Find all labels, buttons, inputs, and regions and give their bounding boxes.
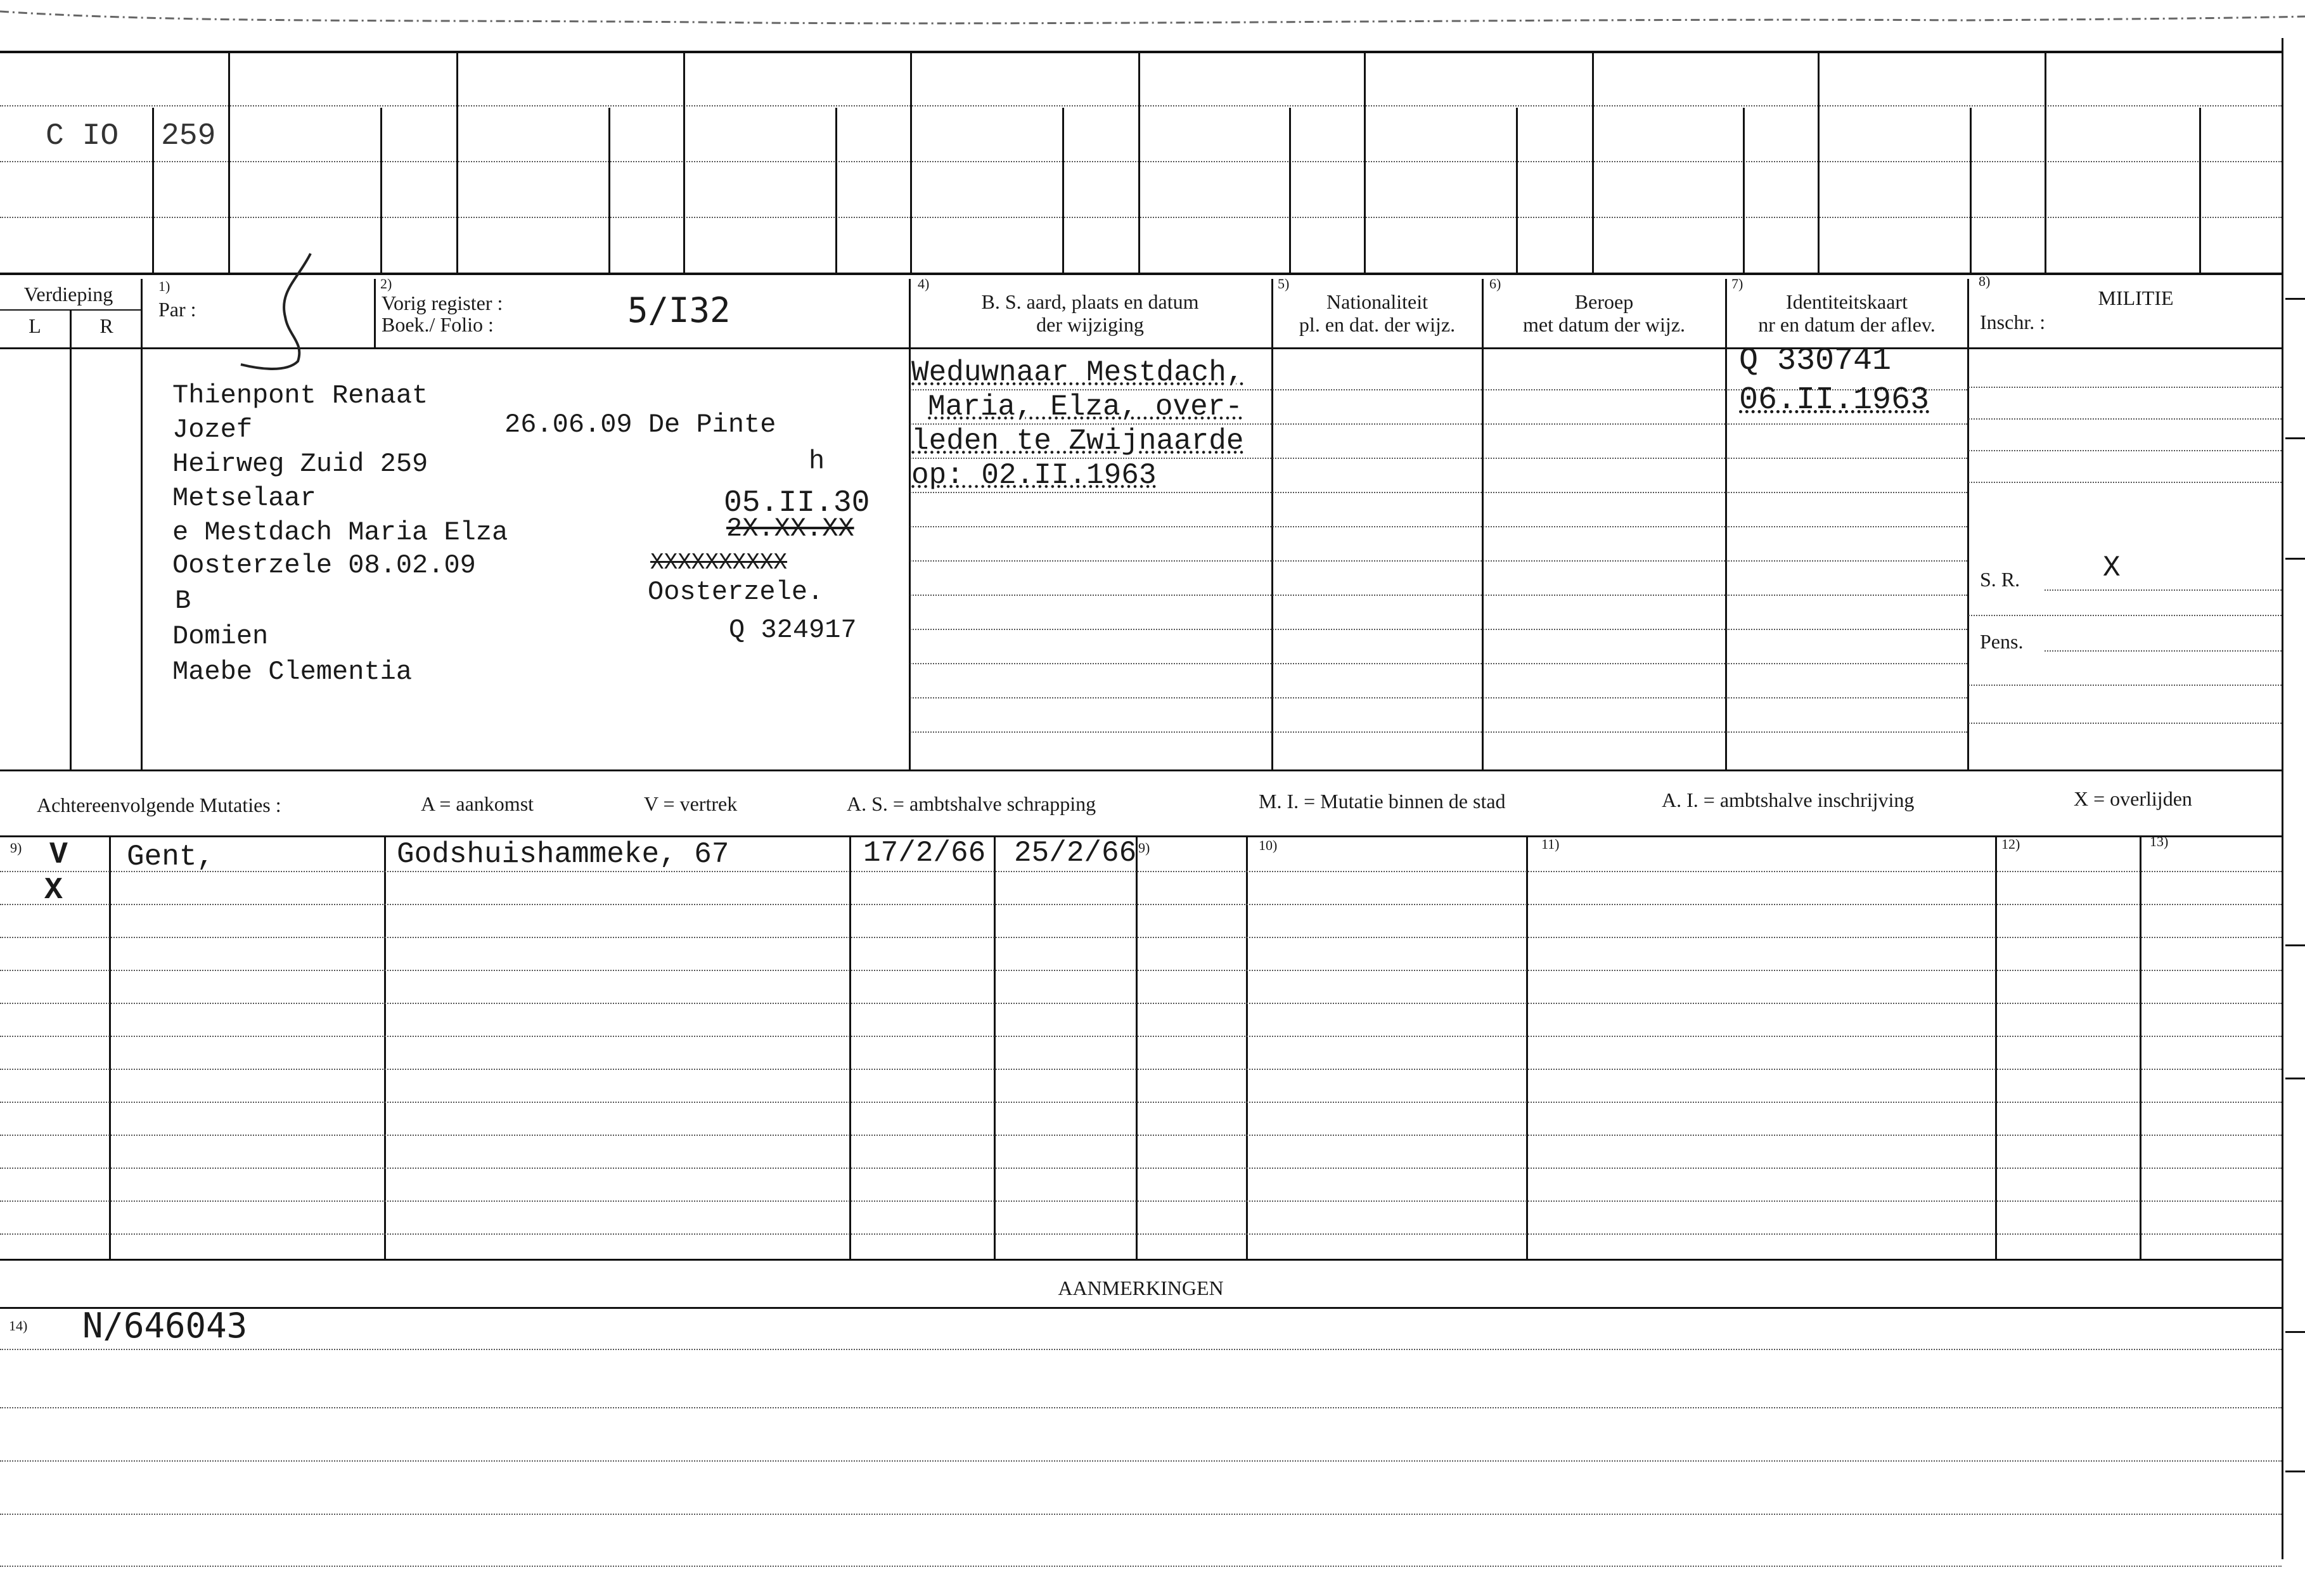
person-birth: 26.06.09 De Pinte	[504, 409, 776, 440]
header-inschr: Inschr. :	[1980, 311, 2046, 333]
header-verdieping: Verdieping	[23, 283, 113, 306]
signature-mark	[228, 247, 330, 374]
person-place: Oosterzele.	[648, 577, 824, 607]
mutations-num-9: 9)	[10, 840, 22, 856]
mutations-table	[0, 835, 2282, 1261]
header-boek-folio: Boek./ Folio :	[382, 313, 494, 336]
person-mark-h: h	[809, 446, 825, 477]
person-line-2: Jozef	[172, 415, 253, 445]
legend-ambtshalve-inschrijving: A. I. = ambtshalve inschrijving	[1662, 788, 1915, 811]
person-line-8: Domien	[172, 621, 269, 652]
header-num-4: 4)	[918, 276, 930, 292]
person-place-struck: XXXXXXXXXX	[650, 550, 788, 576]
bs-entry-line-1: Weduwnaar Mestdach,	[911, 356, 1244, 389]
header-vorig-register: Vorig register :	[382, 292, 503, 314]
mutations-num-11: 11)	[1541, 836, 1560, 852]
militie-pens-label: Pens.	[1980, 630, 2024, 653]
nat-column-lines	[1273, 355, 1482, 767]
header-bs-line2: der wijziging	[1036, 313, 1144, 336]
person-line-6: Oosterzele 08.02.09	[172, 550, 476, 581]
legend-mutatie-binnen-stad: M. I. = Mutatie binnen de stad	[1259, 790, 1506, 813]
person-line-7: B	[175, 586, 191, 616]
mutations-num-10: 10)	[1259, 837, 1278, 853]
id-entry-line-2: 06.II.1963	[1739, 382, 1930, 418]
register-code: C IO	[46, 119, 119, 153]
header-l: L	[29, 314, 41, 337]
person-line-4: Metselaar	[172, 483, 316, 513]
folio-value: 5/I32	[627, 290, 731, 330]
legend-aankomst: A = aankomst	[421, 792, 534, 815]
mutations-num-13: 13)	[2150, 833, 2169, 849]
mutation-row2-type: X	[44, 873, 63, 908]
mutation-row1-address: Godshuishammeke, 67	[397, 838, 729, 871]
mutation-row1-place: Gent,	[127, 840, 215, 873]
remarks-num-14: 14)	[9, 1318, 28, 1334]
header-num-2: 2)	[380, 276, 392, 292]
person-line-5: e Mestdach Maria Elza	[172, 517, 508, 548]
remarks-title: AANMERKINGEN	[1058, 1277, 1224, 1299]
register-number: 259	[161, 119, 216, 153]
register-grid	[0, 44, 2282, 273]
beroep-column-lines	[1483, 355, 1725, 767]
person-line-3: Heirweg Zuid 259	[172, 449, 428, 479]
bs-entry-line-4: op: 02.II.1963	[911, 459, 1157, 492]
header-num-6: 6)	[1489, 276, 1501, 292]
militie-column-lines	[1968, 355, 2282, 767]
id-entry-line-1: Q 330741	[1739, 343, 1892, 379]
militie-sr-label: S. R.	[1980, 568, 2020, 591]
header-id-line1: Identiteitskaart	[1786, 290, 1908, 313]
header-num-7: 7)	[1731, 276, 1743, 292]
header-beroep-line2: met datum der wijz.	[1523, 313, 1685, 336]
remarks-section	[0, 1306, 2282, 1585]
header-num-8: 8)	[1979, 273, 1991, 289]
header-num-1: 1)	[158, 278, 170, 294]
header-beroep-line1: Beroep	[1574, 290, 1634, 313]
person-date-1: 05.II.30	[724, 486, 870, 520]
person-id-number: Q 324917	[729, 615, 857, 645]
mutations-num-12: 12)	[2001, 836, 2020, 852]
bs-entry-line-2: Maria, Elza, over-	[928, 390, 1243, 423]
mutation-row1-date2: 25/2/66	[1014, 837, 1137, 870]
mutation-row1-type: V	[49, 838, 68, 872]
header-id-line2: nr en datum der aflev.	[1758, 313, 1936, 336]
header-nat-line2: pl. en dat. der wijz.	[1299, 313, 1456, 336]
militie-sr-value: X	[2103, 551, 2121, 584]
mutations-title: Achtereenvolgende Mutaties :	[37, 794, 281, 816]
person-line-1: Thienpont Renaat	[172, 380, 428, 411]
header-r: R	[100, 314, 113, 337]
header-par: Par :	[158, 298, 196, 321]
person-date-struck: 2X.XX.XX	[726, 513, 854, 544]
header-bs-line1: B. S. aard, plaats en datum	[981, 290, 1199, 313]
mutation-row1-date1: 17/2/66	[863, 837, 986, 870]
bs-entry-line-3: leden te Zwijnaarde	[911, 425, 1244, 458]
legend-overlijden: X = overlijden	[2074, 787, 2192, 810]
legend-ambtshalve-schrapping: A. S. = ambtshalve schrapping	[847, 792, 1096, 815]
legend-vertrek: V = vertrek	[644, 792, 738, 815]
mutations-num-9b: 9)	[1138, 840, 1150, 856]
header-nat-line1: Nationaliteit	[1326, 290, 1428, 313]
right-margin-ticks	[2282, 0, 2305, 1596]
remarks-value: N/646043	[82, 1306, 248, 1346]
header-militie: MILITIE	[2098, 286, 2174, 309]
header-num-5: 5)	[1278, 276, 1290, 292]
torn-top-edge	[0, 0, 2305, 44]
person-line-9: Maebe Clementia	[172, 657, 413, 687]
